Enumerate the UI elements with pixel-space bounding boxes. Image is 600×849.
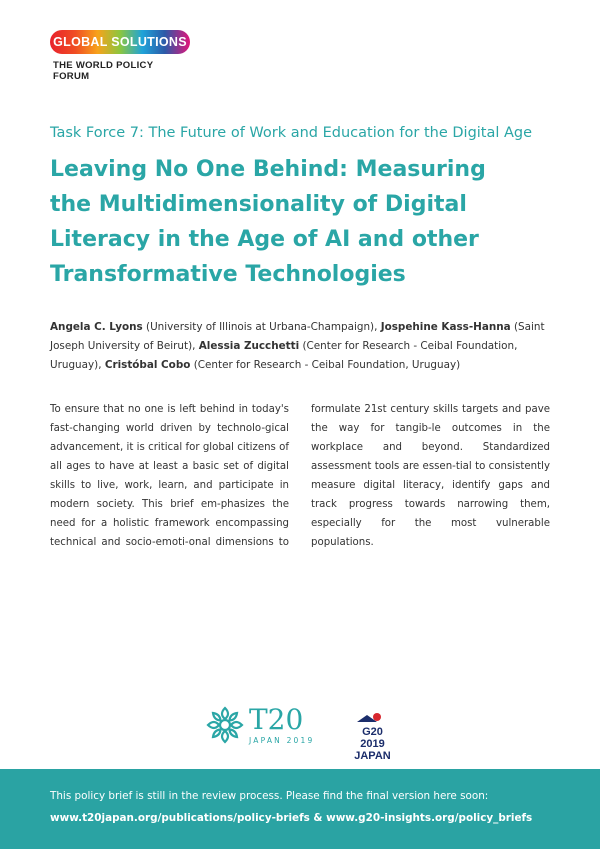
abstract-text: To ensure that no one is left behind in today's fast-changing world driven by technolo-gical advancement, it is critical for global citizens of all ages to have at least a basic set of digital skills to live, work, learn, and participate in modern society. This brief em-phasizes the need for a holistic framework encompassing technical and socio-emoti-onal dimensions to formulate 21st century skills targets and pave the way for tangib-le outcomes in the workplace and beyond. Standardized assessment tools are essen-tial to consistently measure digital literacy, identify gaps and track progress towards narrowing them, especially for the most vulnerable populations. — [50, 404, 550, 548]
g20-mount-fuji-icon — [353, 712, 393, 722]
author-name: Cristóbal Cobo — [104, 359, 191, 371]
footer-banner — [0, 769, 600, 849]
title-line: Transformative Technologies — [50, 262, 406, 287]
author-name: Alessia Zucchetti — [198, 340, 300, 352]
g20-year: 2019 — [360, 738, 385, 750]
author-name: Jospehine Kass-Hanna — [380, 321, 511, 333]
g20-japan-logo — [345, 707, 400, 762]
global-solutions-logo — [50, 30, 190, 82]
title-line: Literacy in the Age of AI and other — [50, 227, 479, 252]
author-affiliation: (Saint Joseph University of Beirut), — [50, 321, 545, 352]
t20-subtitle: JAPAN 2019 — [249, 735, 315, 745]
t20-flower-icon — [205, 705, 245, 745]
task-force-heading: Task Force 7: The Future of Work and Education for the Digital Age — [50, 125, 533, 141]
t20-japan-logo — [205, 702, 315, 745]
logo-name: GLOBAL SOLUTIONS — [50, 30, 190, 54]
authors-list — [50, 318, 550, 375]
title-line: the Multidimensionality of Digital — [50, 192, 467, 217]
brief-title — [50, 152, 570, 292]
title-line: Leaving No One Behind: Measuring — [50, 157, 486, 182]
author-name: Angela C. Lyons — [50, 321, 143, 333]
partner-logos — [205, 702, 405, 762]
g20-title: G20 — [362, 726, 383, 738]
footer-links[interactable]: www.t20japan.org/publications/policy-briefs & www.g20-insights.org/policy_briefs — [50, 812, 533, 824]
logo-tagline: THE WORLD POLICY FORUM — [53, 60, 154, 82]
author-affiliation: (University of Illinois at Urbana-Champaign), — [142, 321, 381, 333]
author-affiliation: (Center for Research - Ceibal Foundation, Uruguay) — [190, 359, 461, 371]
g20-country: JAPAN — [354, 750, 391, 762]
author-affiliation: (Center for Research - Ceibal Foundation, Uruguay), — [50, 340, 518, 371]
footer-notice: This policy brief is still in the review process. Please find the final version here soon: — [50, 790, 489, 802]
t20-wordmark: T20 — [249, 702, 304, 736]
